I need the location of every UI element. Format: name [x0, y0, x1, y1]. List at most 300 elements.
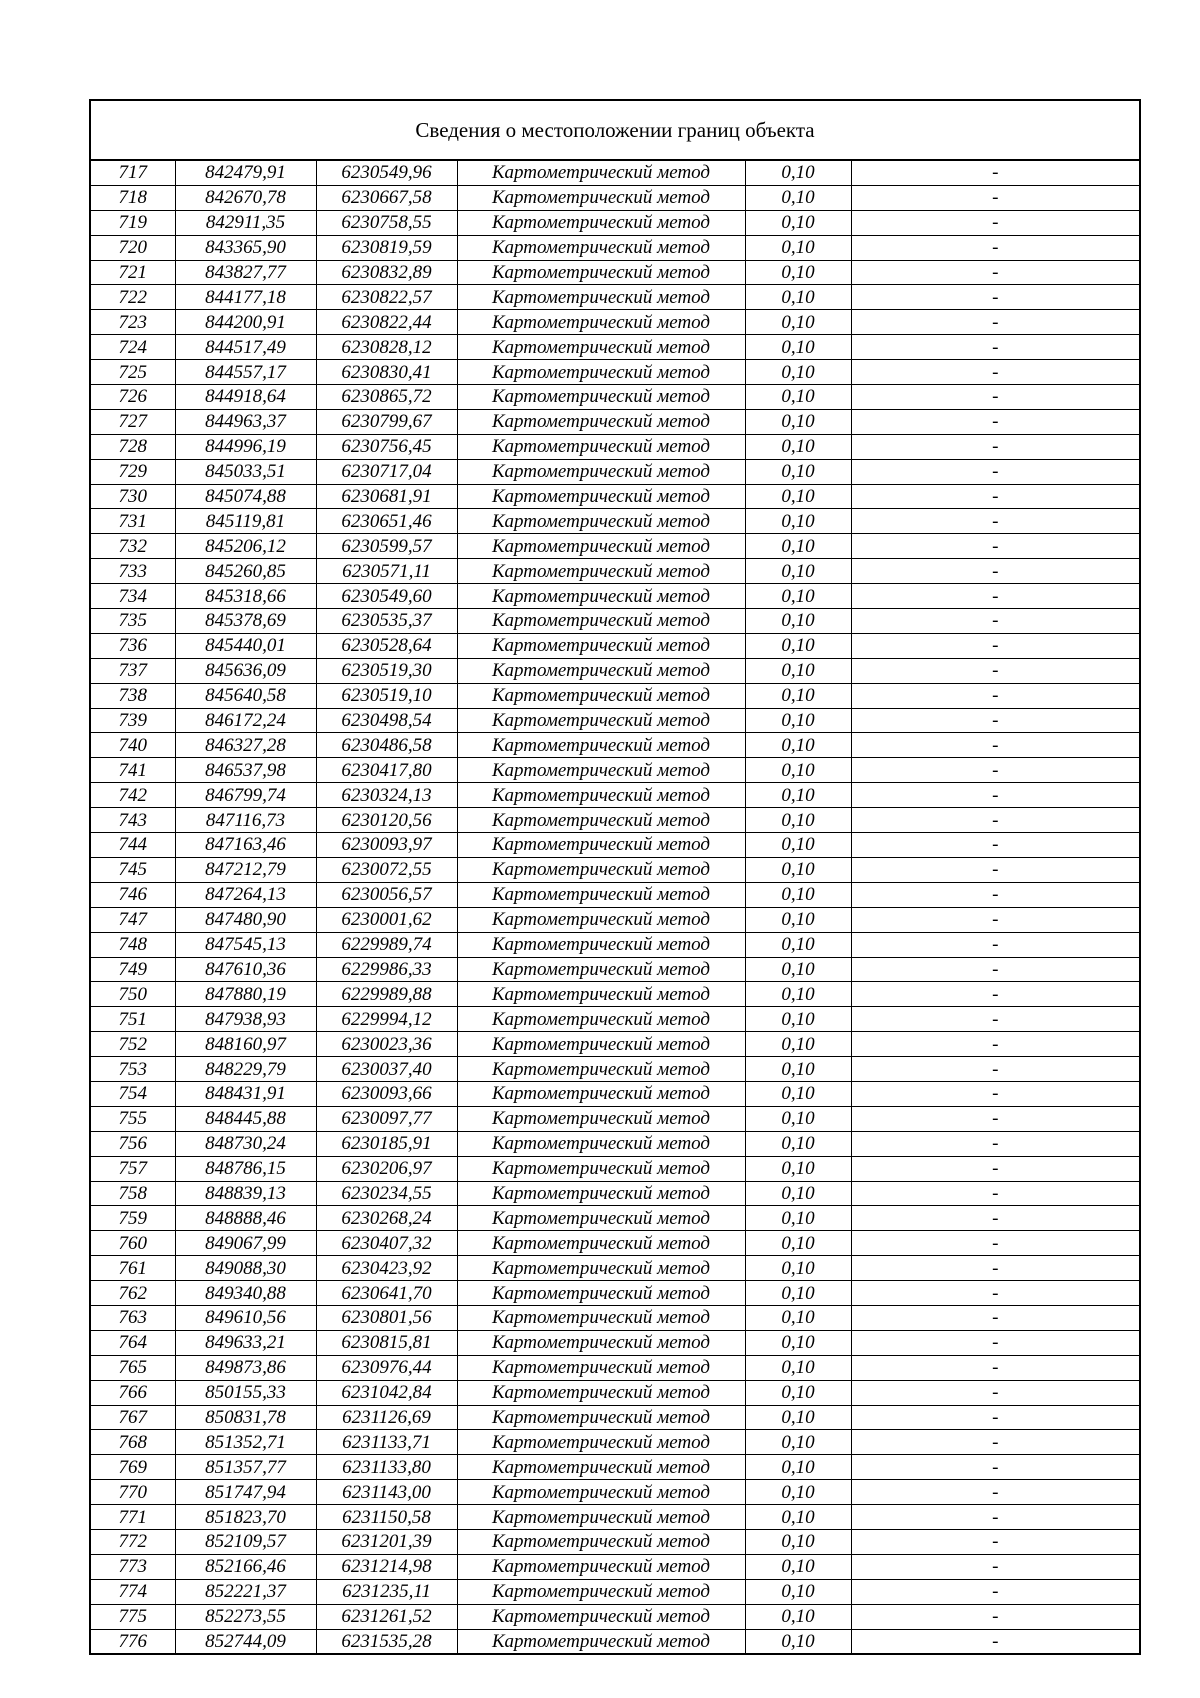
- y-coordinate-cell: 6230528,64: [316, 633, 457, 658]
- description-cell: -: [851, 1131, 1139, 1156]
- method-cell: Картометрический метод: [457, 1131, 745, 1156]
- method-cell: Картометрический метод: [457, 260, 745, 285]
- method-cell: Картометрический метод: [457, 1330, 745, 1355]
- y-coordinate-cell: 6230571,11: [316, 559, 457, 584]
- y-coordinate-cell: 6230023,36: [316, 1032, 457, 1057]
- point-number-cell: 765: [91, 1355, 175, 1380]
- x-coordinate-cell: 847545,13: [175, 932, 316, 957]
- description-cell: -: [851, 1206, 1139, 1231]
- accuracy-cell: 0,10: [745, 1007, 851, 1032]
- point-number-cell: 717: [91, 161, 175, 185]
- method-cell: Картометрический метод: [457, 509, 745, 534]
- accuracy-cell: 0,10: [745, 1131, 851, 1156]
- point-number-cell: 769: [91, 1455, 175, 1480]
- description-cell: -: [851, 185, 1139, 210]
- table-row: [91, 683, 1139, 708]
- method-cell: Картометрический метод: [457, 534, 745, 559]
- method-cell: Картометрический метод: [457, 1355, 745, 1380]
- accuracy-cell: 0,10: [745, 185, 851, 210]
- point-number-cell: 743: [91, 808, 175, 833]
- method-cell: Картометрический метод: [457, 1057, 745, 1082]
- description-cell: -: [851, 683, 1139, 708]
- accuracy-cell: 0,10: [745, 1430, 851, 1455]
- method-cell: Картометрический метод: [457, 1206, 745, 1231]
- y-coordinate-cell: 6230423,92: [316, 1256, 457, 1281]
- description-cell: -: [851, 310, 1139, 335]
- y-coordinate-cell: 6231214,98: [316, 1554, 457, 1579]
- description-cell: -: [851, 1579, 1139, 1604]
- accuracy-cell: 0,10: [745, 733, 851, 758]
- accuracy-cell: 0,10: [745, 235, 851, 260]
- method-cell: Картометрический метод: [457, 1106, 745, 1131]
- method-cell: Картометрический метод: [457, 210, 745, 235]
- point-number-cell: 726: [91, 385, 175, 410]
- accuracy-cell: 0,10: [745, 857, 851, 882]
- point-number-cell: 740: [91, 733, 175, 758]
- point-number-cell: 725: [91, 360, 175, 385]
- accuracy-cell: 0,10: [745, 808, 851, 833]
- y-coordinate-cell: 6230407,32: [316, 1231, 457, 1256]
- method-cell: Картометрический метод: [457, 1156, 745, 1181]
- x-coordinate-cell: 848839,13: [175, 1181, 316, 1206]
- point-number-cell: 755: [91, 1106, 175, 1131]
- accuracy-cell: 0,10: [745, 633, 851, 658]
- y-coordinate-cell: 6230819,59: [316, 235, 457, 260]
- description-cell: -: [851, 1156, 1139, 1181]
- point-number-cell: 729: [91, 459, 175, 484]
- coordinates-table-body: [91, 161, 1139, 1653]
- x-coordinate-cell: 844918,64: [175, 385, 316, 410]
- description-cell: -: [851, 1430, 1139, 1455]
- method-cell: Картометрический метод: [457, 1629, 745, 1653]
- y-coordinate-cell: 6230801,56: [316, 1305, 457, 1330]
- table-row: [91, 1554, 1139, 1579]
- x-coordinate-cell: 845206,12: [175, 534, 316, 559]
- accuracy-cell: 0,10: [745, 982, 851, 1007]
- x-coordinate-cell: 851823,70: [175, 1505, 316, 1530]
- accuracy-cell: 0,10: [745, 509, 851, 534]
- y-coordinate-cell: 6230799,67: [316, 409, 457, 434]
- point-number-cell: 741: [91, 758, 175, 783]
- description-cell: -: [851, 534, 1139, 559]
- x-coordinate-cell: 843827,77: [175, 260, 316, 285]
- description-cell: -: [851, 509, 1139, 534]
- x-coordinate-cell: 847880,19: [175, 982, 316, 1007]
- y-coordinate-cell: 6230651,46: [316, 509, 457, 534]
- method-cell: Картометрический метод: [457, 1281, 745, 1306]
- method-cell: Картометрический метод: [457, 1455, 745, 1480]
- y-coordinate-cell: 6231150,58: [316, 1505, 457, 1530]
- point-number-cell: 738: [91, 683, 175, 708]
- table-row: [91, 1505, 1139, 1530]
- method-cell: Картометрический метод: [457, 1604, 745, 1629]
- accuracy-cell: 0,10: [745, 907, 851, 932]
- method-cell: Картометрический метод: [457, 1430, 745, 1455]
- y-coordinate-cell: 6230498,54: [316, 708, 457, 733]
- x-coordinate-cell: 844517,49: [175, 335, 316, 360]
- table-row: [91, 1405, 1139, 1430]
- method-cell: Картометрический метод: [457, 1529, 745, 1554]
- x-coordinate-cell: 847610,36: [175, 957, 316, 982]
- table-row: [91, 385, 1139, 410]
- y-coordinate-cell: 6230641,70: [316, 1281, 457, 1306]
- y-coordinate-cell: 6230830,41: [316, 360, 457, 385]
- y-coordinate-cell: 6230717,04: [316, 459, 457, 484]
- y-coordinate-cell: 6230535,37: [316, 609, 457, 634]
- point-number-cell: 774: [91, 1579, 175, 1604]
- table-row: [91, 1206, 1139, 1231]
- accuracy-cell: 0,10: [745, 758, 851, 783]
- point-number-cell: 719: [91, 210, 175, 235]
- accuracy-cell: 0,10: [745, 833, 851, 858]
- y-coordinate-cell: 6230865,72: [316, 385, 457, 410]
- y-coordinate-cell: 6229986,33: [316, 957, 457, 982]
- method-cell: Картометрический метод: [457, 708, 745, 733]
- point-number-cell: 758: [91, 1181, 175, 1206]
- x-coordinate-cell: 845378,69: [175, 609, 316, 634]
- description-cell: -: [851, 1405, 1139, 1430]
- table-row: [91, 260, 1139, 285]
- accuracy-cell: 0,10: [745, 1480, 851, 1505]
- x-coordinate-cell: 844963,37: [175, 409, 316, 434]
- description-cell: -: [851, 957, 1139, 982]
- point-number-cell: 768: [91, 1430, 175, 1455]
- y-coordinate-cell: 6230519,10: [316, 683, 457, 708]
- table-row: [91, 1081, 1139, 1106]
- table-row: [91, 658, 1139, 683]
- accuracy-cell: 0,10: [745, 285, 851, 310]
- point-number-cell: 766: [91, 1380, 175, 1405]
- point-number-cell: 771: [91, 1505, 175, 1530]
- method-cell: Картометрический метод: [457, 1181, 745, 1206]
- description-cell: -: [851, 609, 1139, 634]
- accuracy-cell: 0,10: [745, 957, 851, 982]
- method-cell: Картометрический метод: [457, 484, 745, 509]
- description-cell: -: [851, 1106, 1139, 1131]
- method-cell: Картометрический метод: [457, 808, 745, 833]
- x-coordinate-cell: 847212,79: [175, 857, 316, 882]
- accuracy-cell: 0,10: [745, 210, 851, 235]
- table-row: [91, 609, 1139, 634]
- description-cell: -: [851, 882, 1139, 907]
- method-cell: Картометрический метод: [457, 733, 745, 758]
- x-coordinate-cell: 850155,33: [175, 1380, 316, 1405]
- point-number-cell: 761: [91, 1256, 175, 1281]
- table-row: [91, 185, 1139, 210]
- x-coordinate-cell: 845119,81: [175, 509, 316, 534]
- y-coordinate-cell: 6230756,45: [316, 434, 457, 459]
- method-cell: Картометрический метод: [457, 1032, 745, 1057]
- table-row: [91, 783, 1139, 808]
- description-cell: -: [851, 1355, 1139, 1380]
- description-cell: -: [851, 161, 1139, 185]
- method-cell: Картометрический метод: [457, 1231, 745, 1256]
- table-row: [91, 1057, 1139, 1082]
- description-cell: -: [851, 907, 1139, 932]
- method-cell: Картометрический метод: [457, 559, 745, 584]
- description-cell: -: [992, 1630, 999, 1652]
- y-coordinate-cell: 6230206,97: [316, 1156, 457, 1181]
- y-coordinate-cell: 6230037,40: [316, 1057, 457, 1082]
- accuracy-cell: 0,10: [745, 708, 851, 733]
- x-coordinate-cell: 849067,99: [175, 1231, 316, 1256]
- accuracy-cell: 0,10: [745, 409, 851, 434]
- x-coordinate-cell: 847938,93: [175, 1007, 316, 1032]
- point-number-cell: 747: [91, 907, 175, 932]
- description-cell: -: [851, 1305, 1139, 1330]
- table-row: [91, 360, 1139, 385]
- accuracy-cell: 0,10: [745, 1455, 851, 1480]
- accuracy-cell: 0,10: [745, 1032, 851, 1057]
- table-row: [91, 459, 1139, 484]
- table-row: [91, 982, 1139, 1007]
- table-row: [91, 335, 1139, 360]
- accuracy-cell: 0,10: [745, 1206, 851, 1231]
- x-coordinate-cell: 844996,19: [175, 434, 316, 459]
- method-cell: Картометрический метод: [457, 783, 745, 808]
- description-cell: -: [851, 1281, 1139, 1306]
- table-row: [91, 1305, 1139, 1330]
- accuracy-cell: 0,10: [745, 459, 851, 484]
- method-cell: Картометрический метод: [457, 633, 745, 658]
- y-coordinate-cell: 6231535,28: [316, 1629, 457, 1653]
- point-number-cell: 776: [91, 1629, 175, 1653]
- y-coordinate-cell: 6230097,77: [316, 1106, 457, 1131]
- table-row: [91, 907, 1139, 932]
- x-coordinate-cell: 848229,79: [175, 1057, 316, 1082]
- y-coordinate-cell: 6230822,57: [316, 285, 457, 310]
- x-coordinate-cell: 842911,35: [175, 210, 316, 235]
- method-cell: Картометрический метод: [457, 409, 745, 434]
- accuracy-cell: 0,10: [745, 360, 851, 385]
- table-row: [91, 1131, 1139, 1156]
- y-coordinate-cell: 6230234,55: [316, 1181, 457, 1206]
- boundary-table-sheet: [89, 99, 1141, 1655]
- method-cell: Картометрический метод: [457, 857, 745, 882]
- x-coordinate-cell: 848445,88: [175, 1106, 316, 1131]
- y-coordinate-cell: 6230486,58: [316, 733, 457, 758]
- accuracy-cell: 0,10: [745, 260, 851, 285]
- x-coordinate-cell: 849873,86: [175, 1355, 316, 1380]
- method-cell: Картометрический метод: [457, 833, 745, 858]
- method-cell: Картометрический метод: [457, 1505, 745, 1530]
- table-row: [91, 1007, 1139, 1032]
- description-cell: -: [851, 758, 1139, 783]
- description-cell: -: [851, 210, 1139, 235]
- description-cell: -: [851, 1380, 1139, 1405]
- method-cell: Картометрический метод: [457, 683, 745, 708]
- x-coordinate-cell: 843365,90: [175, 235, 316, 260]
- accuracy-cell: 0,10: [745, 1156, 851, 1181]
- method-cell: Картометрический метод: [457, 360, 745, 385]
- accuracy-cell: 0,10: [745, 1305, 851, 1330]
- y-coordinate-cell: 6230519,30: [316, 658, 457, 683]
- x-coordinate-cell: 848160,97: [175, 1032, 316, 1057]
- point-number-cell: 720: [91, 235, 175, 260]
- x-coordinate-cell: 851357,77: [175, 1455, 316, 1480]
- point-number-cell: 753: [91, 1057, 175, 1082]
- point-number-cell: 748: [91, 932, 175, 957]
- table-row: [91, 808, 1139, 833]
- description-cell: -: [851, 584, 1139, 609]
- y-coordinate-cell: 6230822,44: [316, 310, 457, 335]
- x-coordinate-cell: 848888,46: [175, 1206, 316, 1231]
- table-row: [91, 509, 1139, 534]
- x-coordinate-cell: 849340,88: [175, 1281, 316, 1306]
- x-coordinate-cell: 849088,30: [175, 1256, 316, 1281]
- point-number-cell: 734: [91, 584, 175, 609]
- table-row: [91, 1330, 1139, 1355]
- x-coordinate-cell: 847264,13: [175, 882, 316, 907]
- point-number-cell: 773: [91, 1554, 175, 1579]
- accuracy-cell: 0,10: [745, 783, 851, 808]
- description-cell: -: [851, 1181, 1139, 1206]
- y-coordinate-cell: 6230324,13: [316, 783, 457, 808]
- description-cell: -: [851, 335, 1139, 360]
- x-coordinate-cell: 846327,28: [175, 733, 316, 758]
- point-number-cell: 759: [91, 1206, 175, 1231]
- table-row: [91, 1380, 1139, 1405]
- point-number-cell: 772: [91, 1529, 175, 1554]
- point-number-cell: 727: [91, 409, 175, 434]
- description-cell: -: [851, 1505, 1139, 1530]
- accuracy-cell: 0,10: [745, 932, 851, 957]
- point-number-cell: 760: [91, 1231, 175, 1256]
- x-coordinate-cell: 845033,51: [175, 459, 316, 484]
- point-number-cell: 723: [91, 310, 175, 335]
- description-cell: -: [851, 484, 1139, 509]
- y-coordinate-cell: 6230120,56: [316, 808, 457, 833]
- table-row: [91, 957, 1139, 982]
- point-number-cell: 744: [91, 833, 175, 858]
- description-cell: -: [851, 1231, 1139, 1256]
- y-coordinate-cell: 6230976,44: [316, 1355, 457, 1380]
- description-cell: -: [851, 633, 1139, 658]
- accuracy-cell: 0,10: [745, 1330, 851, 1355]
- description-cell: -: [851, 1256, 1139, 1281]
- description-cell: -: [851, 1455, 1139, 1480]
- point-number-cell: 763: [91, 1305, 175, 1330]
- y-coordinate-cell: 6230815,81: [316, 1330, 457, 1355]
- method-cell: Картометрический метод: [457, 907, 745, 932]
- table-row: [91, 633, 1139, 658]
- description-cell: -: [851, 434, 1139, 459]
- accuracy-cell: 0,10: [745, 609, 851, 634]
- point-number-cell: 746: [91, 882, 175, 907]
- method-cell: Картометрический метод: [457, 1480, 745, 1505]
- table-row: [91, 235, 1139, 260]
- x-coordinate-cell: 842479,91: [175, 161, 316, 185]
- x-coordinate-cell: 851352,71: [175, 1430, 316, 1455]
- method-cell: Картометрический метод: [457, 459, 745, 484]
- y-coordinate-cell: 6230093,97: [316, 833, 457, 858]
- method-cell: Картометрический метод: [457, 1554, 745, 1579]
- accuracy-cell: 0,10: [745, 434, 851, 459]
- point-number-cell: 775: [91, 1604, 175, 1629]
- coordinates-table: [91, 161, 1139, 1653]
- description-cell: -: [851, 733, 1139, 758]
- y-coordinate-cell: 6231126,69: [316, 1405, 457, 1430]
- y-coordinate-cell: 6230549,60: [316, 584, 457, 609]
- description-cell: -: [851, 808, 1139, 833]
- point-number-cell: 762: [91, 1281, 175, 1306]
- table-row: [91, 484, 1139, 509]
- y-coordinate-cell: 6230832,89: [316, 260, 457, 285]
- accuracy-cell: 0,10: [745, 385, 851, 410]
- x-coordinate-cell: 850831,78: [175, 1405, 316, 1430]
- description-cell: -: [851, 658, 1139, 683]
- accuracy-cell: 0,10: [745, 161, 851, 185]
- table-row: [91, 1529, 1139, 1554]
- table-row: [91, 733, 1139, 758]
- accuracy-cell: 0,10: [745, 310, 851, 335]
- y-coordinate-cell: 6231235,11: [316, 1579, 457, 1604]
- accuracy-cell: 0,10: [745, 335, 851, 360]
- description-cell: -: [851, 932, 1139, 957]
- x-coordinate-cell: 849610,56: [175, 1305, 316, 1330]
- accuracy-cell: 0,10: [745, 1181, 851, 1206]
- description-cell: -: [851, 857, 1139, 882]
- method-cell: Картометрический метод: [457, 161, 745, 185]
- description-cell: -: [851, 459, 1139, 484]
- accuracy-cell: 0,10: [745, 559, 851, 584]
- table-row: [91, 1281, 1139, 1306]
- point-number-cell: 742: [91, 783, 175, 808]
- accuracy-cell: 0,10: [745, 1505, 851, 1530]
- point-number-cell: 764: [91, 1330, 175, 1355]
- table-row: [91, 758, 1139, 783]
- method-cell: Картометрический метод: [457, 982, 745, 1007]
- x-coordinate-cell: 848786,15: [175, 1156, 316, 1181]
- accuracy-cell: 0,10: [745, 1604, 851, 1629]
- point-number-cell: 745: [91, 857, 175, 882]
- x-coordinate-cell: 852744,09: [175, 1629, 316, 1653]
- x-coordinate-cell: 846172,24: [175, 708, 316, 733]
- table-row: [91, 1480, 1139, 1505]
- method-cell: Картометрический метод: [457, 1007, 745, 1032]
- y-coordinate-cell: 6230758,55: [316, 210, 457, 235]
- y-coordinate-cell: 6230549,96: [316, 161, 457, 185]
- table-row: [91, 1629, 1139, 1653]
- method-cell: Картометрический метод: [457, 235, 745, 260]
- point-number-cell: 751: [91, 1007, 175, 1032]
- y-coordinate-cell: 6231042,84: [316, 1380, 457, 1405]
- description-cell: -: [851, 833, 1139, 858]
- method-cell: Картометрический метод: [457, 1081, 745, 1106]
- point-number-cell: 733: [91, 559, 175, 584]
- point-number-cell: 718: [91, 185, 175, 210]
- description-cell: -: [851, 783, 1139, 808]
- description-cell: -: [851, 1057, 1139, 1082]
- description-cell: -: [851, 409, 1139, 434]
- point-number-cell: 752: [91, 1032, 175, 1057]
- table-row: [91, 833, 1139, 858]
- x-coordinate-cell: 846537,98: [175, 758, 316, 783]
- table-row: [91, 1106, 1139, 1131]
- method-cell: Картометрический метод: [457, 1305, 745, 1330]
- x-coordinate-cell: 848730,24: [175, 1131, 316, 1156]
- x-coordinate-cell: 847163,46: [175, 833, 316, 858]
- x-coordinate-cell: 848431,91: [175, 1081, 316, 1106]
- y-coordinate-cell: 6229989,74: [316, 932, 457, 957]
- accuracy-cell: 0,10: [745, 683, 851, 708]
- method-cell: Картометрический метод: [457, 385, 745, 410]
- y-coordinate-cell: 6231201,39: [316, 1529, 457, 1554]
- accuracy-cell: 0,10: [745, 1081, 851, 1106]
- point-number-cell: 749: [91, 957, 175, 982]
- point-number-cell: 728: [91, 434, 175, 459]
- accuracy-cell: 0,10: [745, 1405, 851, 1430]
